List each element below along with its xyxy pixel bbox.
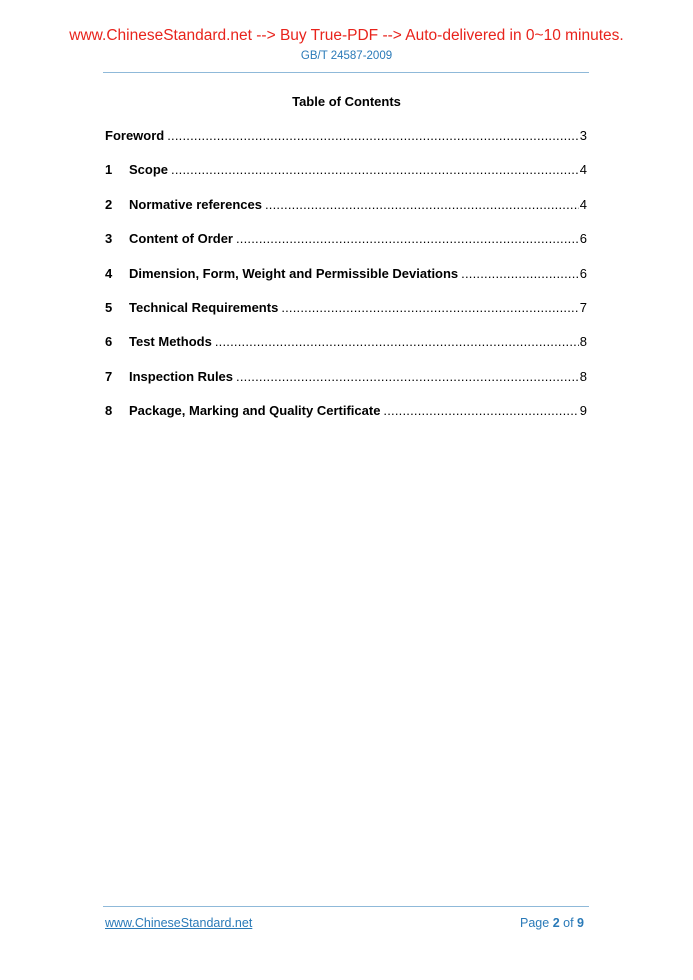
toc-entry-number: 5 (105, 299, 113, 315)
toc-entry-page: 6 (579, 265, 587, 281)
toc-leader-dots (215, 334, 579, 349)
page-current: 2 (552, 916, 560, 930)
toc-leader-dots (383, 403, 578, 418)
toc-entry-technical-requirements[interactable] (105, 300, 587, 334)
toc-entry-number: 4 (105, 265, 113, 281)
toc-entry-inspection-rules[interactable] (105, 369, 587, 403)
toc-entry-number: 3 (105, 231, 113, 247)
toc-entry-page: 7 (579, 299, 587, 315)
toc-entry-number: 6 (105, 334, 113, 350)
toc-leader-dots (461, 266, 579, 281)
toc-entry-package-marking[interactable] (105, 403, 587, 437)
document-number: GB/T 24587-2009 (300, 50, 393, 62)
toc-entry-page: 6 (579, 231, 587, 247)
toc-entry-label: Content of Order (129, 231, 233, 247)
toc-leader-dots (171, 162, 579, 177)
toc-entry-dimension[interactable] (105, 266, 587, 300)
toc-entry-content-of-order[interactable] (105, 231, 587, 265)
footer-website-link[interactable]: www.ChineseStandard.net (105, 916, 253, 930)
toc-leader-dots (236, 369, 579, 384)
toc-entry-number: 1 (105, 162, 113, 178)
toc-entry-page: 4 (579, 162, 587, 178)
page-of: of (563, 916, 574, 930)
toc-entry-number: 7 (105, 368, 113, 384)
toc-title: Table of Contents (292, 94, 401, 109)
table-of-contents (105, 128, 587, 438)
toc-entry-label: Foreword (105, 128, 165, 143)
toc-entry-label: Dimension, Form, Weight and Permissible Deviations (129, 265, 459, 281)
header-banner[interactable]: www.ChineseStandard.net --> Buy True-PDF --> Auto-delivered in 0~10 minutes. (69, 27, 624, 44)
toc-entry-page: 9 (579, 403, 587, 419)
toc-leader-dots (281, 300, 578, 315)
toc-entry-page: 8 (579, 368, 587, 384)
toc-entry-page: 8 (579, 334, 587, 350)
header-divider (103, 72, 589, 73)
toc-entry-foreword[interactable] (105, 128, 587, 162)
toc-leader-dots (265, 197, 579, 212)
toc-entry-page: 3 (579, 128, 587, 143)
toc-entry-number: 8 (105, 403, 113, 419)
toc-entry-label: Package, Marking and Quality Certificate (129, 403, 381, 419)
toc-entry-page: 4 (579, 196, 587, 212)
toc-entry-label: Inspection Rules (129, 368, 234, 384)
page-indicator (520, 916, 584, 930)
toc-entry-label: Test Methods (129, 334, 212, 350)
toc-entry-label: Normative references (129, 196, 262, 212)
toc-entry-label: Technical Requirements (129, 299, 279, 315)
footer-divider (103, 906, 589, 907)
toc-entry-label: Scope (129, 162, 169, 178)
toc-entry-number: 2 (105, 196, 113, 212)
page-total: 9 (577, 916, 584, 930)
toc-entry-normative-references[interactable] (105, 197, 587, 231)
toc-leader-dots (167, 128, 579, 143)
toc-leader-dots (236, 231, 579, 246)
page-prefix: Page (520, 916, 550, 930)
toc-entry-test-methods[interactable] (105, 334, 587, 368)
toc-entry-scope[interactable] (105, 162, 587, 196)
